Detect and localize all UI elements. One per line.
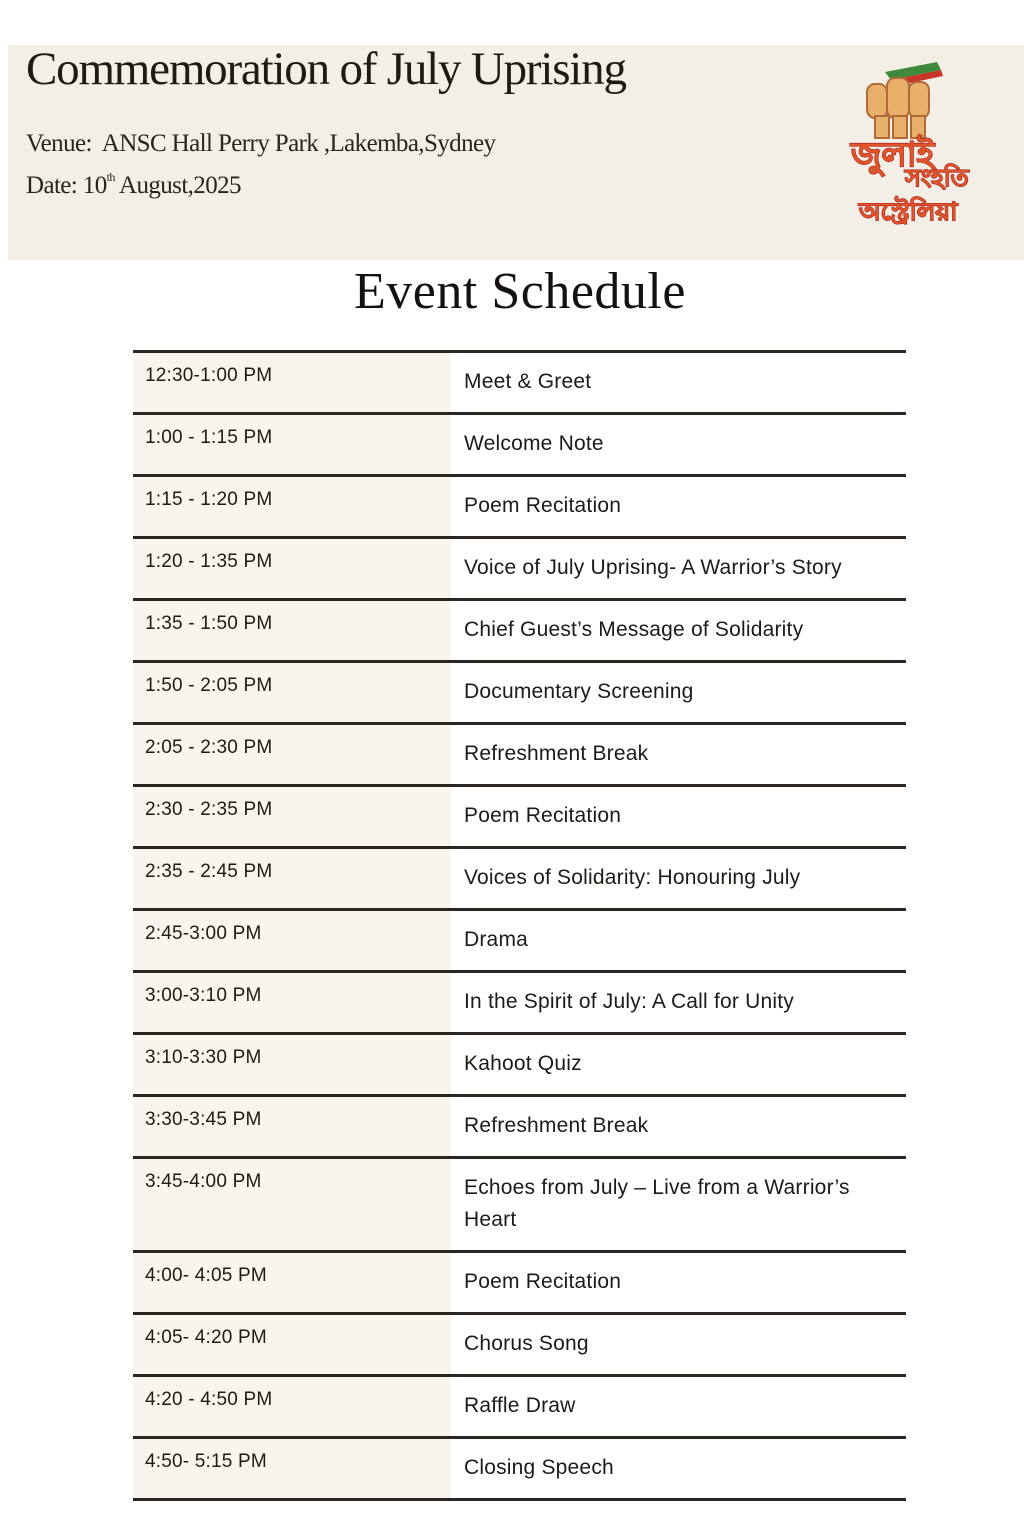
schedule-time: 4:20 - 4:50 PM	[133, 1377, 451, 1436]
schedule-time: 1:50 - 2:05 PM	[133, 663, 451, 722]
schedule-activity: Refreshment Break	[464, 1114, 649, 1137]
schedule-time: 4:05- 4:20 PM	[133, 1315, 451, 1374]
schedule-heading: Event Schedule	[354, 263, 686, 320]
schedule-row	[133, 601, 906, 663]
venue-value: ANSC Hall Perry Park ,Lakemba,Sydney	[101, 130, 496, 157]
venue-line	[26, 130, 495, 158]
event-logo	[845, 62, 990, 232]
schedule-time: 1:20 - 1:35 PM	[133, 539, 451, 598]
schedule-table	[133, 350, 906, 1501]
schedule-row	[133, 725, 906, 787]
date-suffix: th	[106, 170, 115, 184]
schedule-activity: Chorus Song	[464, 1332, 589, 1355]
schedule-activity: Voice of July Uprising- A Warrior’s Story	[464, 556, 842, 579]
venue-label: Venue:	[26, 130, 92, 157]
schedule-row	[133, 1439, 906, 1501]
svg-text:সংহতি: সংহতি	[905, 164, 969, 192]
schedule-row	[133, 1377, 906, 1439]
schedule-activity: Closing Speech	[464, 1456, 614, 1479]
schedule-row	[133, 1097, 906, 1159]
schedule-time: 2:30 - 2:35 PM	[133, 787, 451, 846]
schedule-row	[133, 477, 906, 539]
schedule-row	[133, 849, 906, 911]
schedule-time: 4:50- 5:15 PM	[133, 1439, 451, 1498]
svg-text:জুলাই: জুলাই	[851, 135, 935, 175]
schedule-activity: Raffle Draw	[464, 1394, 576, 1417]
schedule-activity: Refreshment Break	[464, 742, 649, 765]
schedule-activity: Poem Recitation	[464, 804, 622, 827]
page-title: Commemoration of July Uprising	[26, 43, 626, 95]
schedule-activity: Poem Recitation	[464, 494, 622, 517]
svg-text:অস্ট্রেলিয়া: অস্ট্রেলিয়া	[859, 197, 958, 226]
schedule-activity: Kahoot Quiz	[464, 1052, 582, 1075]
raised-fists-icon	[867, 62, 943, 138]
schedule-row	[133, 787, 906, 849]
schedule-time: 12:30-1:00 PM	[133, 353, 451, 412]
date-line	[26, 170, 241, 200]
schedule-row	[133, 1035, 906, 1097]
schedule-row	[133, 1315, 906, 1377]
date-label: Date:	[26, 172, 78, 199]
schedule-time: 1:35 - 1:50 PM	[133, 601, 451, 660]
schedule-activity: Chief Guest’s Message of Solidarity	[464, 618, 804, 641]
schedule-activity: Welcome Note	[464, 432, 604, 455]
schedule-time: 3:30-3:45 PM	[133, 1097, 451, 1156]
schedule-row	[133, 663, 906, 725]
schedule-time: 2:35 - 2:45 PM	[133, 849, 451, 908]
schedule-row	[133, 911, 906, 973]
schedule-activity: In the Spirit of July: A Call for Unity	[464, 990, 794, 1013]
schedule-activity: Meet & Greet	[464, 370, 592, 393]
schedule-row	[133, 353, 906, 415]
schedule-time: 3:00-3:10 PM	[133, 973, 451, 1032]
schedule-activity: Drama	[464, 928, 529, 951]
schedule-time: 3:45-4:00 PM	[133, 1159, 451, 1250]
schedule-activity: Poem Recitation	[464, 1270, 622, 1293]
schedule-row	[133, 1253, 906, 1315]
date-rest: August,2025	[119, 172, 241, 199]
schedule-time: 1:00 - 1:15 PM	[133, 415, 451, 474]
schedule-time: 1:15 - 1:20 PM	[133, 477, 451, 536]
schedule-row	[133, 973, 906, 1035]
schedule-activity: Voices of Solidarity: Honouring July	[464, 866, 801, 889]
schedule-row	[133, 539, 906, 601]
schedule-time: 3:10-3:30 PM	[133, 1035, 451, 1094]
schedule-row	[133, 415, 906, 477]
schedule-time: 2:45-3:00 PM	[133, 911, 451, 970]
schedule-activity: Documentary Screening	[464, 680, 694, 703]
date-day: 10	[82, 172, 107, 199]
schedule-activity: Echoes from July – Live from a Warrior’s Heart	[464, 1176, 850, 1231]
schedule-time: 2:05 - 2:30 PM	[133, 725, 451, 784]
schedule-row	[133, 1159, 906, 1253]
schedule-time: 4:00- 4:05 PM	[133, 1253, 451, 1312]
